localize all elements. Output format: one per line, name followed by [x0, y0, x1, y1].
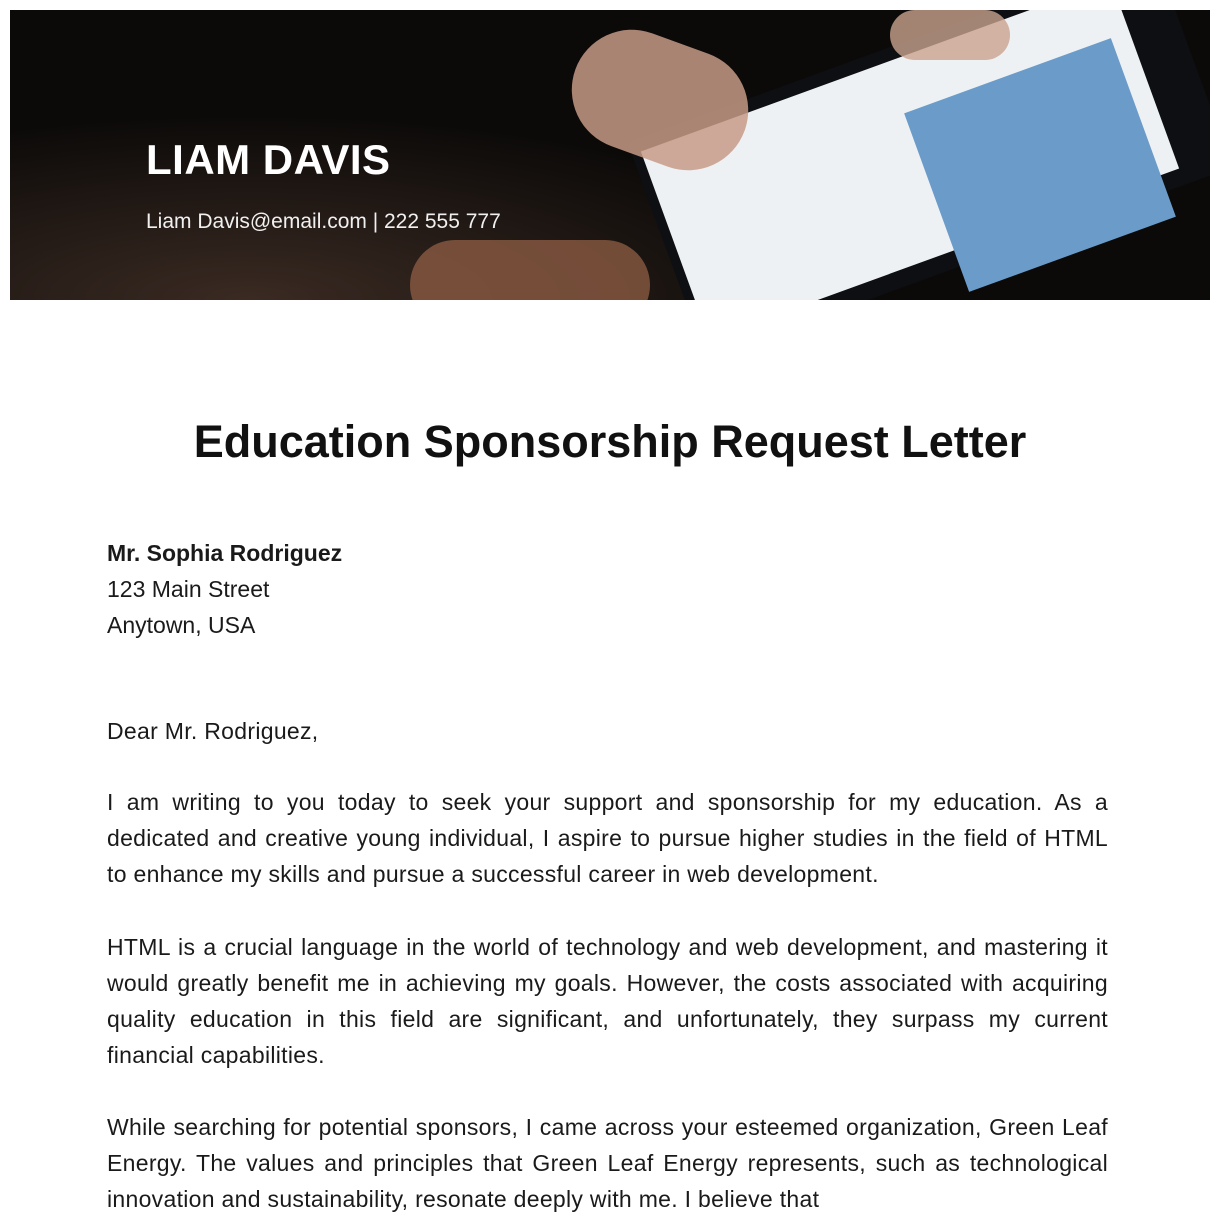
hand-shape — [890, 10, 1010, 60]
salutation: Dear Mr. Rodriguez, — [107, 718, 319, 744]
paragraph: I am writing to you today to seek your support and sponsorship for my education. As a dedicated and creative young individual, I aspire to pursue higher studies in the field of HTML to enhance my skills and pursue a successful career in web development. — [107, 789, 1108, 887]
page-title: Education Sponsorship Request Letter — [193, 416, 1027, 467]
paragraph: HTML is a crucial language in the world of technology and web development, and mastering it would greatly benefit me in achieving my goals. However, the costs associated with acquiring quality education in this field are significant, and unfortunately, they surpass my current financial capabilities. — [107, 934, 1108, 1068]
recipient-street: 123 Main Street — [107, 576, 270, 602]
sender-contact: Liam Davis@email.com | 222 555 777 — [146, 210, 501, 233]
recipient-city: Anytown, USA — [107, 612, 256, 638]
paragraph: While searching for potential sponsors, I came across your esteemed organization, Green Leaf Energy. The values and principles that Green Leaf Energy represents, such as technological innovation and sustainability, resonate deeply with me. I believe that — [107, 1114, 1108, 1212]
recipient-name: Mr. Sophia Rodriguez — [107, 540, 343, 566]
hand-shape — [410, 240, 650, 300]
sender-name: LIAM DAVIS — [146, 136, 391, 183]
recipient-address — [107, 535, 342, 643]
